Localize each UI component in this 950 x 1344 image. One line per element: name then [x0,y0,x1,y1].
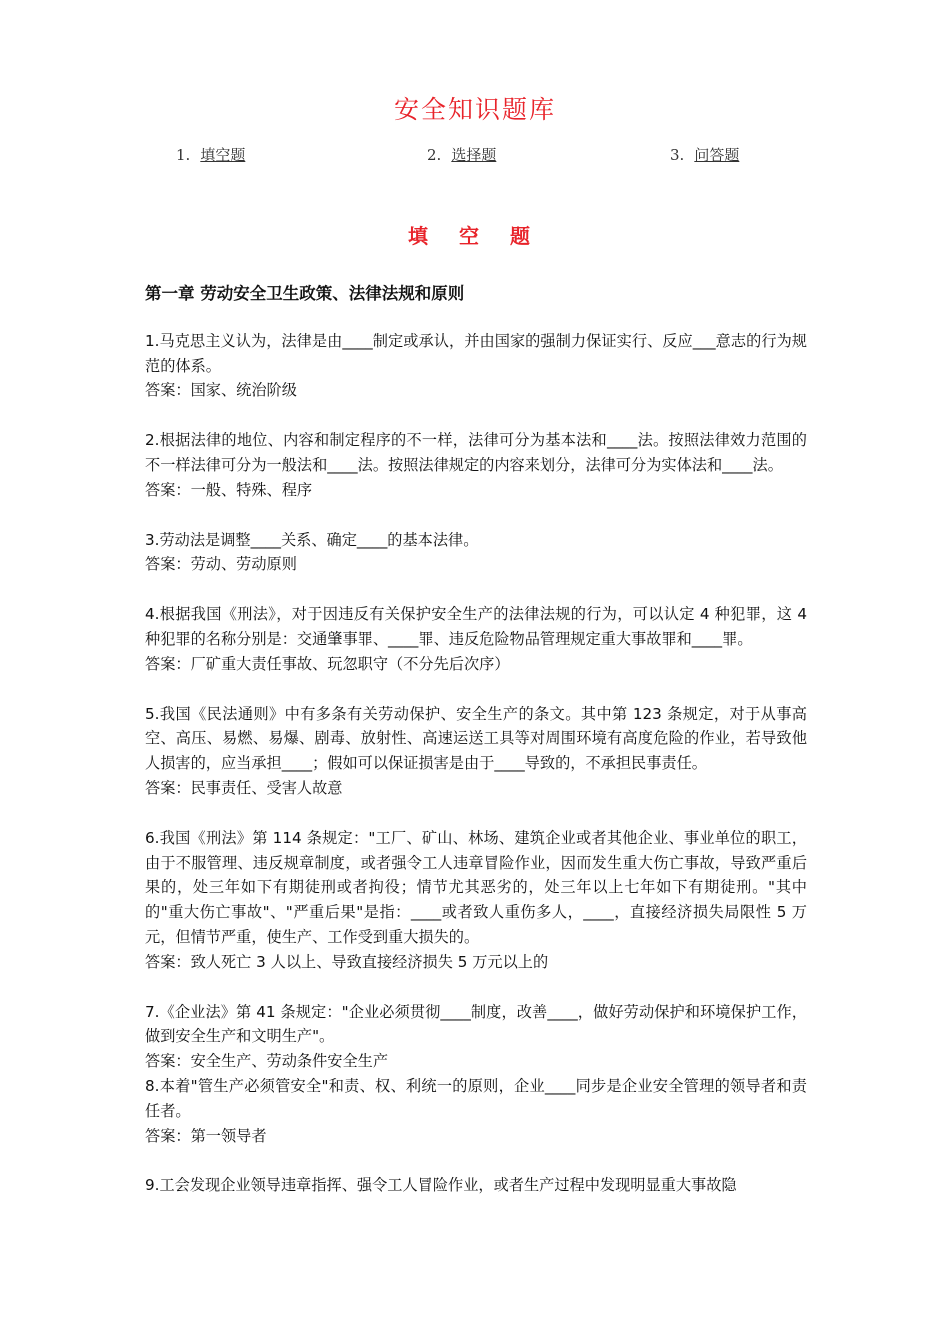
question-text: 2.根据法律的地位、内容和制定程序的不一样，法律可分为基本法和____法。按照法律效力范围的不一样法律可分为一般法和____法。按照法律规定的内容来划分，法律可分为实体法和____法。 [145,431,807,474]
answer-text: 答案：厂矿重大责任事故、玩忽职守（不分先后次序） [145,654,510,673]
toc-number: 3. [670,146,685,164]
question-text: 8.本着"管生产必须管安全"和责、权、利统一的原则，企业____同步是企业安全管理的领导者和责任者。 [145,1076,807,1120]
toc-link-multiple-choice[interactable]: 选择题 [451,146,497,164]
content-body [145,282,807,1198]
toc-link-qa[interactable]: 问答题 [694,146,740,164]
toc-link-fill-blank[interactable]: 填空题 [200,146,246,164]
answer-text: 答案：第一领导者 [145,1126,267,1145]
answer-text: 答案：安全生产、劳动条件安全生产 [145,1052,388,1071]
answer-text: 答案：民事责任、受害人故意 [145,778,343,797]
answer-text: 答案：一般、特殊、程序 [145,480,313,499]
question-text: 5.我国《民法通则》中有多条有关劳动保护、安全生产的条文。其中第 123 条规定，对于从事高空、高压、易燃、易爆、剧毒、放射性、高速运送工具等对周围环境有高度危险的作业，若导致他人损害的，应当承担____；假如可以保证损害是由于____导致的，不承担民事责任。 [145,704,807,773]
answer-text: 答案：劳动、劳动原则 [145,555,297,574]
toc-number: 2. [427,146,442,164]
question-text: 6.我国《刑法》第 114 条规定："工厂、矿山、林场、建筑企业或者其他企业、事业单位的职工，由于不服管理、违反规章制度，或者强令工人违章冒险作业，因而发生重大伤亡事故，导致严重后果的，处三年如下有期徒刑或者拘役；情节尤其恶劣的，处三年以上七年如下有期徒刑。"其中的"重大伤亡事故"、"严重后果"是指：____或者致人重伤多人，____，直接经济损失局限性 5 万元，但情节严重，使生产、工作受到重大损失的。 [145,828,807,946]
question-text: 7.《企业法》第 41 条规定："企业必须贯彻____制度，改善____，做好劳动保护和环境保护工作，做到安全生产和文明生产"。 [145,1002,807,1046]
question-text: 9.工会发现企业领导违章指挥、强令工人冒险作业，或者生产过程中发现明显重大事故隐 [145,1176,737,1195]
question-text: 3.劳动法是调整____关系、确定____的基本法律。 [145,530,479,549]
question-text: 1.马克思主义认为，法律是由____制定或承认，并由国家的强制力保证实行、反应___意志的行为规范的体系。 [145,331,807,375]
toc-item-fill-blank [176,144,245,165]
question-text: 4.根据我国《刑法》，对于因违反有关保护安全生产的法律法规的行为，可以认定 4 种犯罪，这 4 种犯罪的名称分别是：交通肇事罪、____罪、违反危险物品管理规定重大事故罪和____罪。 [145,605,807,648]
toc-item-qa [670,144,739,165]
table-of-contents [0,144,950,166]
section-title: 填 空 题 [408,224,542,248]
answer-text: 答案：致人死亡 3 人以上、导致直接经济损失 5 万元以上的 [145,952,549,971]
toc-item-multiple-choice [427,144,496,165]
document-title: 安全知识题库 [393,95,556,124]
chapter-title: 第一章 劳动安全卫生政策、法律法规和原则 [145,284,465,303]
toc-number: 1. [176,146,191,164]
answer-text: 答案：国家、统治阶级 [145,381,297,400]
